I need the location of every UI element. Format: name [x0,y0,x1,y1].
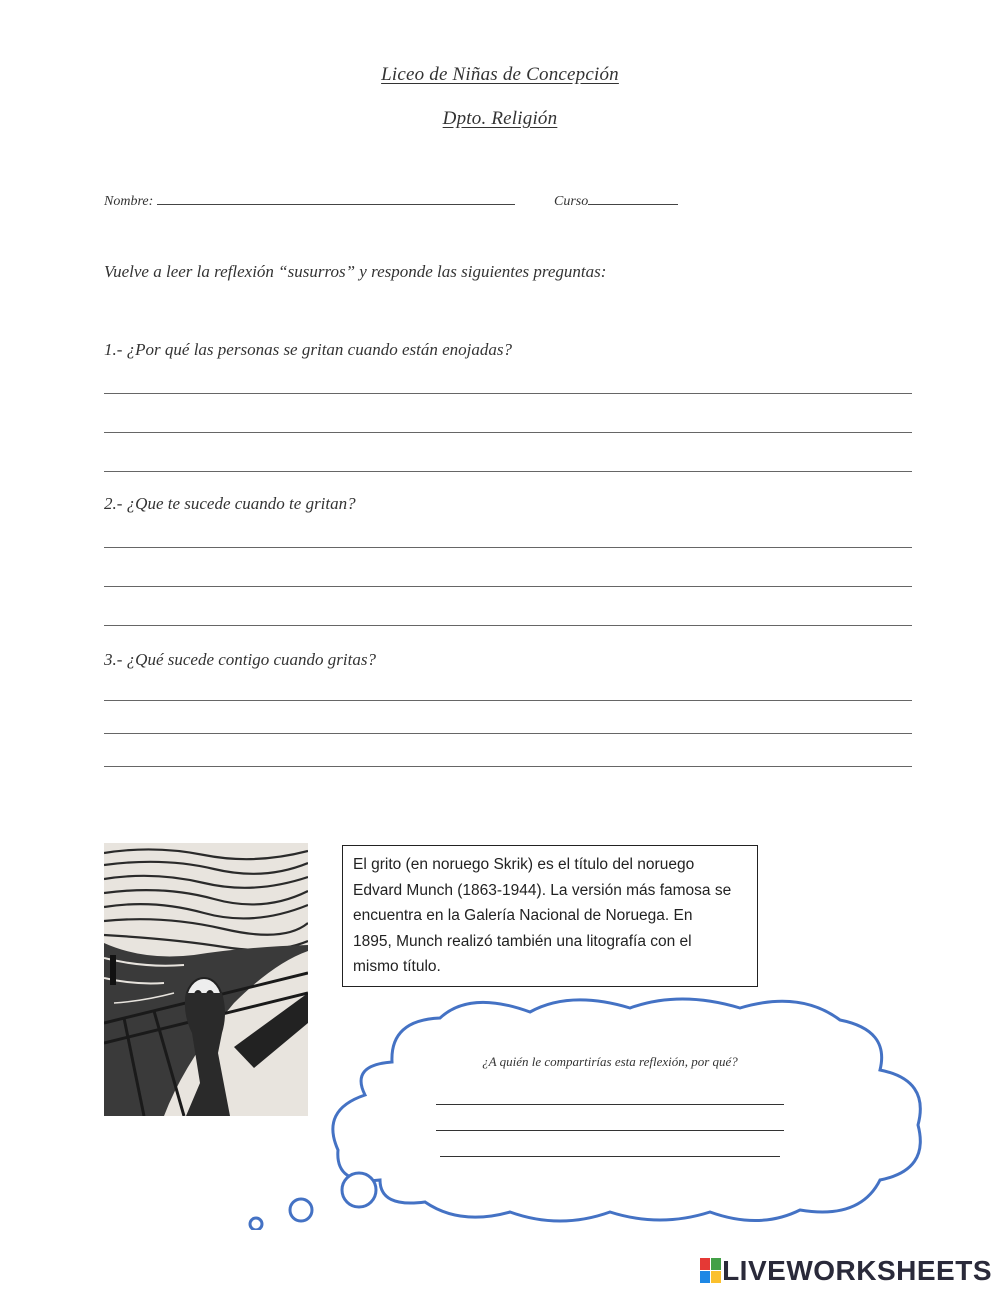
info-line: encuentra en la Galería Nacional de Noruega. En [353,907,693,924]
liveworksheets-logo [700,1255,992,1287]
name-blank[interactable] [157,192,515,205]
answer-line-2-3[interactable] [104,625,912,626]
cloud-answer-line-1[interactable] [436,1104,784,1105]
instruction-text: Vuelve a leer la reflexión “susurros” y responde las siguientes preguntas: [104,262,607,281]
live-badge-icon [700,1258,722,1284]
cloud-answer-line-2[interactable] [436,1130,784,1131]
question-1: 1.- ¿Por qué las personas se gritan cuando están enojadas? [104,340,512,359]
course-blank[interactable] [588,192,678,205]
scream-info-box [342,845,758,987]
info-line: 1895, Munch realizó también una litografía con el [353,932,692,950]
logo-text: LIVEWORKSHEETS [722,1255,992,1286]
question-3: 3.- ¿Qué sucede contigo cuando gritas? [104,650,376,669]
answer-line-3-1[interactable] [104,700,912,701]
course-label-row [554,192,678,210]
answer-line-2-1[interactable] [104,547,912,548]
cloud-question: ¿A quién le compartirías esta reflexión, por qué? [482,1054,738,1069]
answer-line-2-2[interactable] [104,586,912,587]
info-line: mismo título. [353,958,441,975]
thought-cloud-icon [240,990,940,1230]
answer-line-1-1[interactable] [104,393,912,394]
school-title: Liceo de Niñas de Concepción [381,64,619,85]
answer-line-1-2[interactable] [104,432,912,433]
info-line: Edvard Munch (1863-1944). La versión más famosa se [353,881,732,899]
answer-line-1-3[interactable] [104,471,912,472]
course-label: Curso [554,194,589,209]
answer-line-3-3[interactable] [104,766,912,767]
question-2: 2.- ¿Que te sucede cuando te gritan? [104,494,356,513]
answer-line-3-2[interactable] [104,733,912,734]
name-label-row [104,192,515,210]
department-title: Dpto. Religión [442,108,558,129]
info-line: El grito (en noruego Skrik) es el título del noruego [353,856,695,873]
cloud-answer-line-3[interactable] [440,1156,780,1157]
name-label: Nombre: [104,194,154,209]
